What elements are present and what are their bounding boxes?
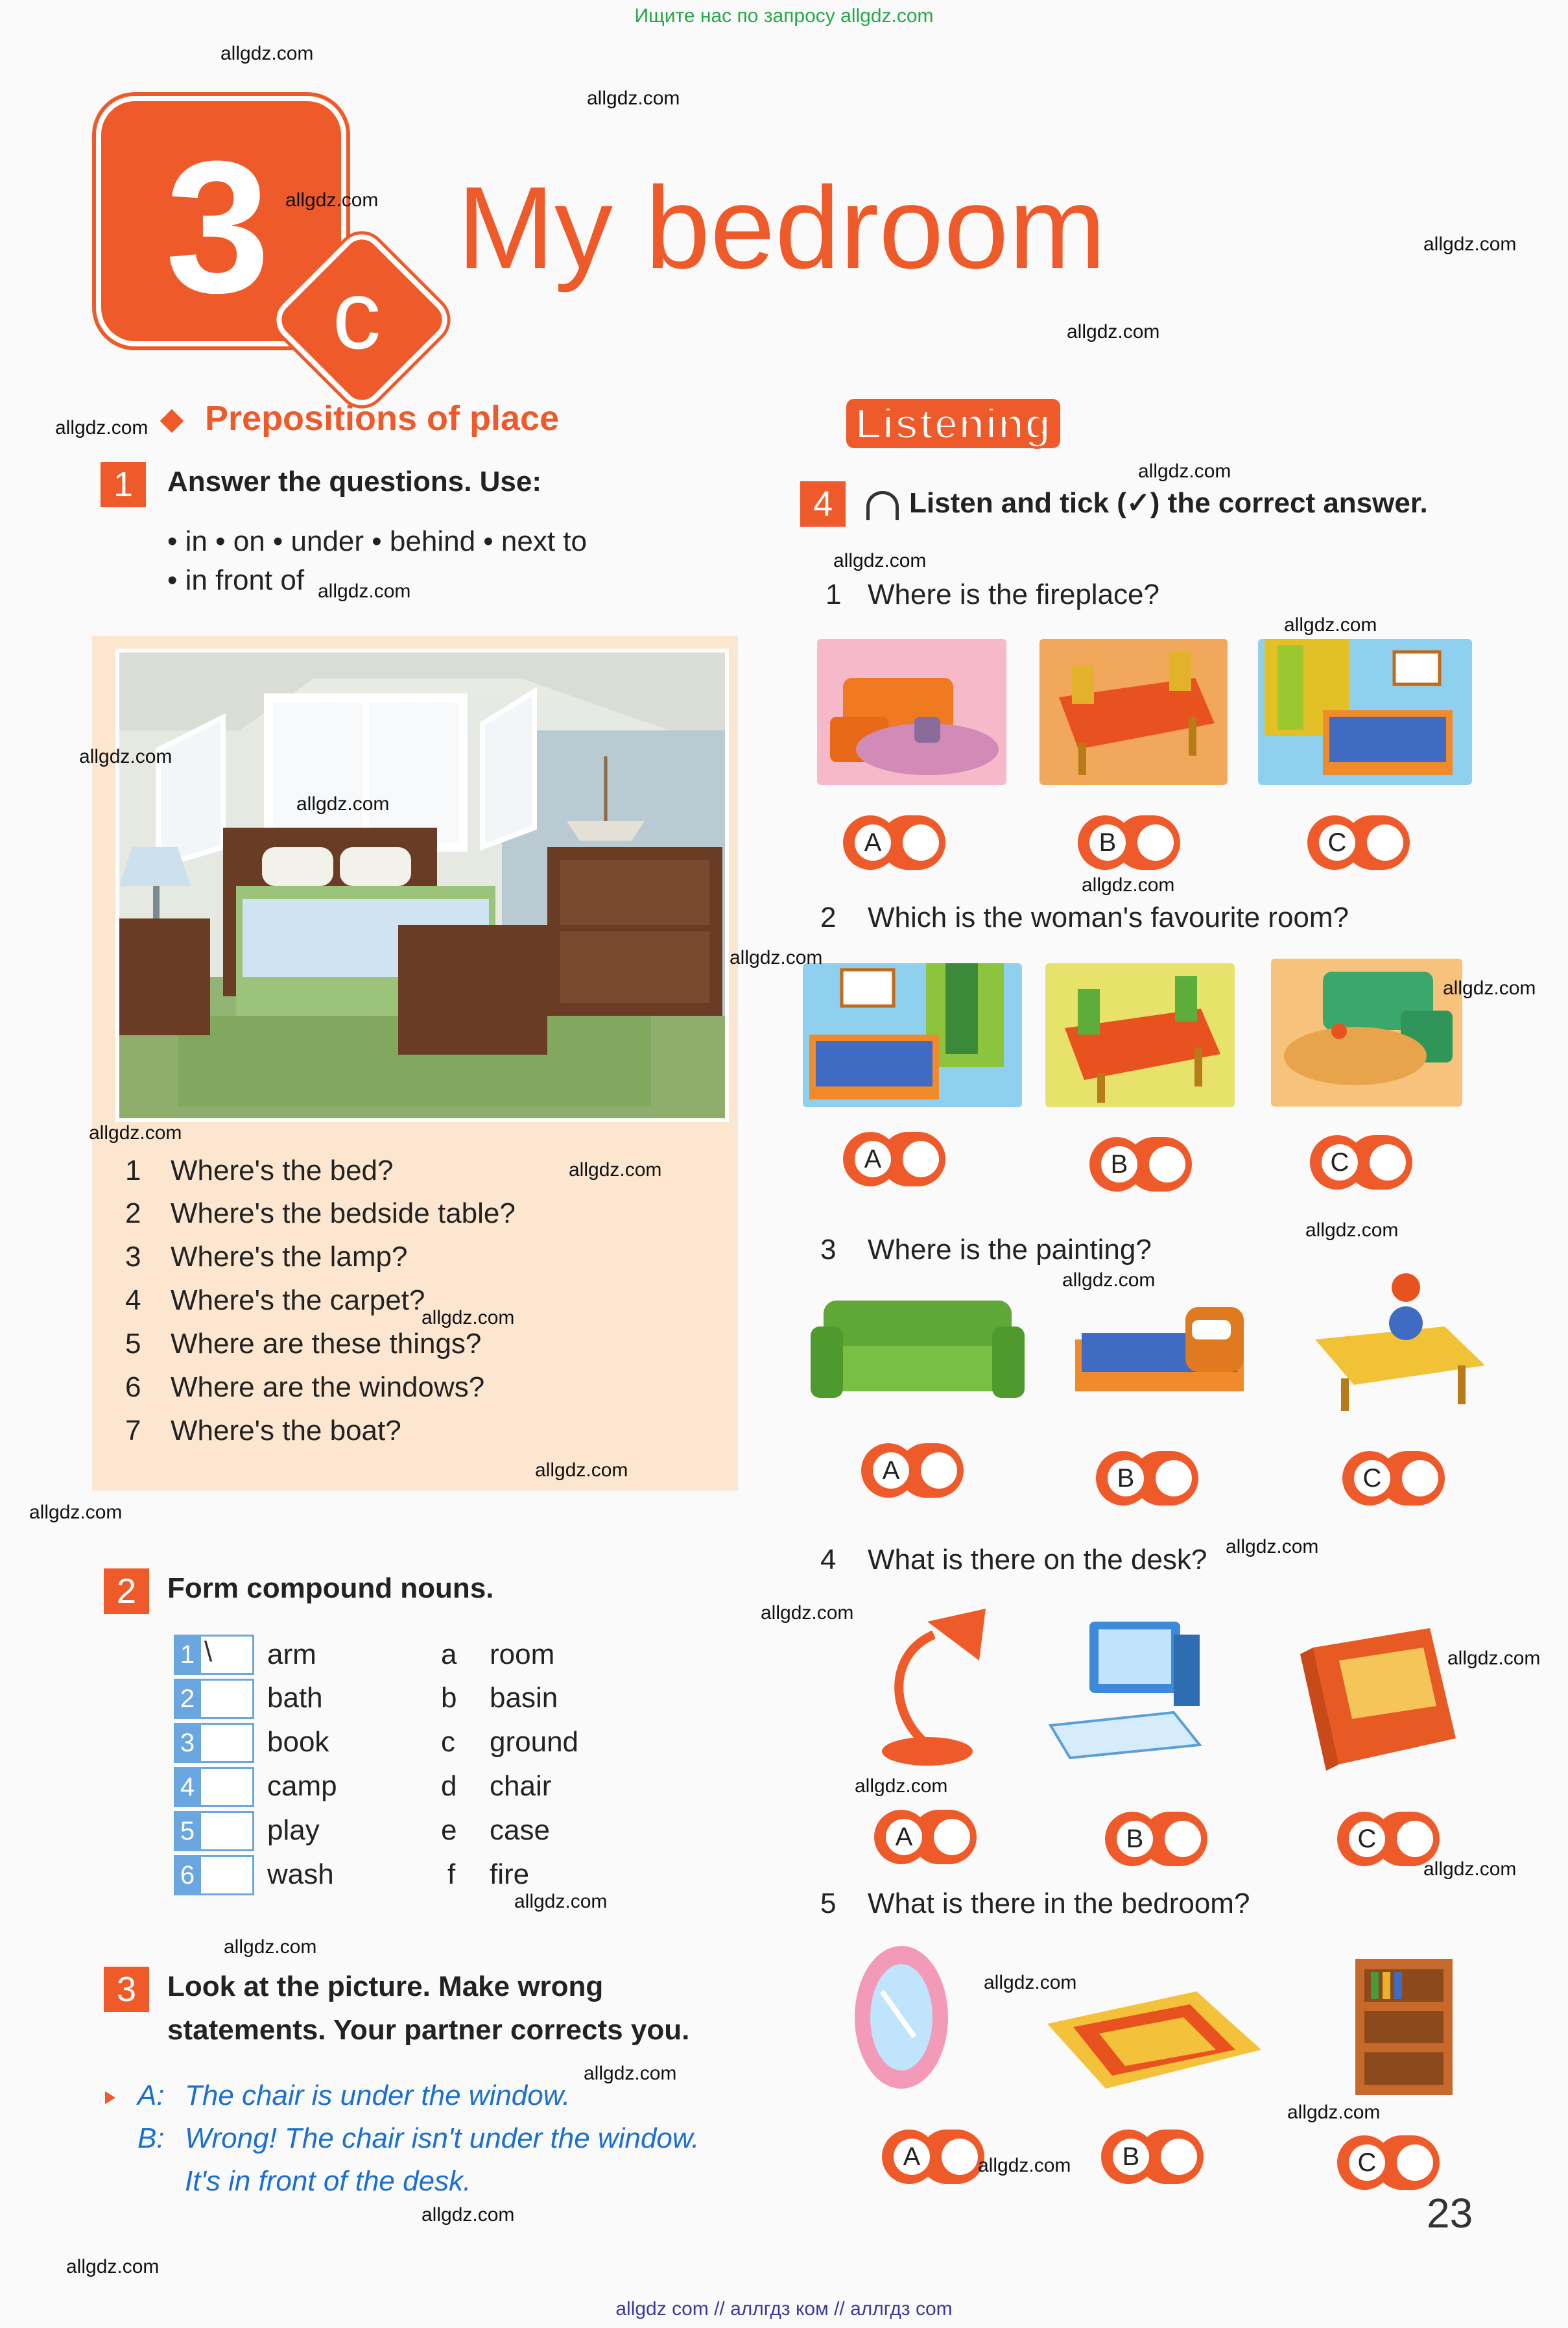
q2-option-c[interactable]: C bbox=[1310, 1135, 1414, 1190]
q5-option-c[interactable]: C bbox=[1337, 2135, 1441, 2190]
watermark: allgdz.com bbox=[833, 550, 927, 571]
exercise-number-3: 3 bbox=[104, 1967, 149, 2012]
ex1-q3-text: Where's the lamp? bbox=[171, 1241, 408, 1273]
watermark: allgdz.com bbox=[1447, 1648, 1541, 1669]
watermark: allgdz.com bbox=[422, 2204, 515, 2226]
compound-left-1: arm bbox=[267, 1638, 316, 1670]
ex4-q2-number: 2 bbox=[820, 902, 837, 933]
ex1-q4-number: 4 bbox=[125, 1284, 141, 1316]
watermark: allgdz.com bbox=[220, 43, 314, 64]
q1-option-a-image bbox=[817, 639, 1006, 785]
compound-right-letter-e: e bbox=[441, 1814, 457, 1846]
watermark: allgdz.com bbox=[1067, 321, 1160, 342]
q5-option-a[interactable]: A bbox=[882, 2130, 986, 2184]
bottom-banner[interactable]: allgdz com // аллгдз ком // аллгдз com bbox=[615, 2298, 953, 2320]
watermark: allgdz.com bbox=[584, 2063, 677, 2084]
section-title-listening: Listening bbox=[846, 399, 1060, 448]
q3-option-b-image bbox=[1056, 1288, 1263, 1417]
watermark: allgdz.com bbox=[1305, 1219, 1399, 1241]
ex4-q5-text: What is there in the bedroom? bbox=[868, 1888, 1250, 1919]
exercise-number-4: 4 bbox=[800, 481, 846, 527]
compound-right-a: room bbox=[490, 1638, 555, 1670]
watermark: allgdz.com bbox=[55, 417, 148, 438]
q2-option-b-image bbox=[1045, 963, 1235, 1107]
watermark: allgdz.com bbox=[730, 947, 823, 968]
unit-letter: c bbox=[332, 260, 381, 369]
bedroom-photo bbox=[115, 649, 729, 1122]
compound-right-letter-a: a bbox=[441, 1638, 457, 1670]
compound-right-f: fire bbox=[490, 1858, 530, 1890]
exercise-2-instruction: Form compound nouns. bbox=[167, 1572, 494, 1604]
exercise-number-1: 1 bbox=[101, 462, 146, 507]
q4-option-b-image bbox=[1044, 1615, 1206, 1771]
answer-box-1-tick: \ bbox=[204, 1636, 213, 1668]
watermark: allgdz.com bbox=[855, 1775, 948, 1797]
ex1-q6-number: 6 bbox=[125, 1371, 141, 1403]
compound-right-c: ground bbox=[490, 1726, 579, 1758]
watermark: allgdz.com bbox=[1287, 2102, 1381, 2123]
watermark: allgdz.com bbox=[1443, 978, 1536, 999]
bedroom-illustration bbox=[119, 653, 725, 1118]
ex1-q1-text: Where's the bed? bbox=[171, 1155, 394, 1186]
ex1-q7-text: Where's the boat? bbox=[171, 1415, 401, 1446]
page-number: 23 bbox=[1427, 2190, 1473, 2237]
ex1-q4-text: Where's the carpet? bbox=[171, 1284, 425, 1316]
watermark: allgdz.com bbox=[1082, 874, 1175, 896]
unit-number: 3 bbox=[165, 122, 270, 332]
watermark: allgdz.com bbox=[587, 88, 680, 109]
q3-option-c-image bbox=[1315, 1268, 1485, 1417]
watermark: allgdz.com bbox=[978, 2155, 1071, 2176]
ex1-q1-number: 1 bbox=[125, 1155, 141, 1186]
dialogue-b-text1: Wrong! The chair isn't under the window. bbox=[185, 2122, 700, 2154]
answer-box-4-number: 4 bbox=[174, 1769, 201, 1805]
q2-option-c-image bbox=[1271, 959, 1462, 1107]
q4-option-a-image bbox=[862, 1596, 992, 1771]
exercise-1-instruction: Answer the questions. Use: bbox=[167, 466, 542, 498]
watermark: allgdz.com bbox=[318, 581, 411, 602]
watermark: allgdz.com bbox=[285, 189, 379, 211]
watermark: allgdz.com bbox=[1062, 1269, 1156, 1291]
ex4-q4-text: What is there on the desk? bbox=[868, 1544, 1207, 1576]
exercise-1-words-line2: • in front of bbox=[167, 564, 305, 596]
answer-box-5-number: 5 bbox=[174, 1813, 201, 1849]
compound-left-5: play bbox=[267, 1814, 320, 1846]
ex4-q2-text: Which is the woman's favourite room? bbox=[868, 902, 1349, 933]
exercise-4-instruction: Listen and tick (✓) the correct answer. bbox=[909, 487, 1428, 519]
q4-option-c-image bbox=[1300, 1628, 1462, 1774]
compound-right-letter-c: c bbox=[441, 1726, 455, 1758]
q1-option-b[interactable]: B bbox=[1078, 815, 1182, 870]
answer-box-6-number: 6 bbox=[174, 1857, 201, 1893]
q1-option-b-image bbox=[1039, 639, 1228, 785]
exercise-3-instruction-line2: statements. Your partner corrects you. bbox=[167, 2014, 690, 2046]
q3-option-a[interactable]: A bbox=[861, 1443, 965, 1498]
ex1-q6-text: Where are the windows? bbox=[171, 1371, 485, 1403]
section-title-prepositions: Prepositions of place bbox=[205, 399, 560, 438]
ex1-q2-number: 2 bbox=[125, 1197, 141, 1229]
watermark: allgdz.com bbox=[29, 1502, 123, 1523]
compound-right-e: case bbox=[490, 1814, 550, 1846]
q3-option-a-image bbox=[811, 1288, 1025, 1417]
watermark: allgdz.com bbox=[1423, 234, 1517, 255]
watermark: allgdz.com bbox=[1226, 1536, 1319, 1557]
q4-option-b[interactable]: B bbox=[1105, 1812, 1209, 1866]
ex1-q3-number: 3 bbox=[125, 1241, 141, 1273]
answer-box-3-number: 3 bbox=[174, 1725, 201, 1761]
watermark: allgdz.com bbox=[79, 746, 172, 767]
watermark: allgdz.com bbox=[535, 1459, 628, 1481]
ex4-q3-text: Where is the painting? bbox=[868, 1234, 1152, 1266]
watermark: allgdz.com bbox=[1423, 1858, 1517, 1880]
dialogue-a-text: The chair is under the window. bbox=[185, 2080, 571, 2111]
dialogue-b-label: B: bbox=[137, 2122, 165, 2154]
q2-option-b[interactable]: B bbox=[1089, 1137, 1193, 1192]
q2-option-a-image bbox=[803, 963, 1022, 1107]
watermark: allgdz.com bbox=[89, 1122, 182, 1144]
q3-option-b[interactable]: B bbox=[1096, 1451, 1200, 1506]
headphones-icon bbox=[866, 491, 899, 520]
ex1-q5-text: Where are these things? bbox=[171, 1328, 482, 1360]
diamond-icon bbox=[160, 409, 184, 433]
watermark: allgdz.com bbox=[514, 1891, 608, 1912]
exercise-number-2: 2 bbox=[104, 1568, 149, 1614]
compound-left-2: bath bbox=[267, 1682, 323, 1714]
top-banner[interactable]: Ищите нас по запросу allgdz.com bbox=[634, 5, 934, 27]
compound-right-b: basin bbox=[490, 1682, 558, 1714]
watermark: allgdz.com bbox=[224, 1936, 317, 1958]
q4-option-a[interactable]: A bbox=[874, 1810, 978, 1864]
watermark: allgdz.com bbox=[569, 1159, 662, 1181]
dialogue-a-label: A: bbox=[137, 2080, 165, 2111]
play-arrow-icon bbox=[105, 2091, 115, 2104]
watermark: allgdz.com bbox=[1138, 461, 1231, 482]
compound-right-letter-d: d bbox=[441, 1770, 457, 1802]
watermark: allgdz.com bbox=[761, 1602, 854, 1624]
compound-right-letter-b: b bbox=[441, 1682, 457, 1714]
dialogue-b-text2: It's in front of the desk. bbox=[185, 2165, 471, 2197]
exercise-3-instruction-line1: Look at the picture. Make wrong bbox=[167, 1971, 604, 2002]
compound-right-letter-f: f bbox=[447, 1858, 456, 1890]
ex1-q2-text: Where's the bedside table? bbox=[171, 1197, 516, 1229]
q1-option-a[interactable]: A bbox=[843, 815, 947, 870]
ex4-q1-text: Where is the fireplace? bbox=[868, 579, 1159, 610]
q1-option-c[interactable]: C bbox=[1307, 815, 1411, 870]
compound-left-3: book bbox=[267, 1726, 329, 1758]
watermark: allgdz.com bbox=[984, 1972, 1077, 1993]
compound-left-6: wash bbox=[267, 1858, 334, 1890]
ex4-q1-number: 1 bbox=[826, 579, 842, 610]
q5-option-b[interactable]: B bbox=[1101, 2130, 1205, 2184]
ex1-q7-number: 7 bbox=[125, 1415, 141, 1446]
ex4-q3-number: 3 bbox=[820, 1234, 837, 1266]
ex4-q5-number: 5 bbox=[820, 1888, 837, 1919]
watermark: allgdz.com bbox=[66, 2256, 160, 2277]
q5-option-a-image bbox=[837, 1939, 966, 2102]
ex4-q4-number: 4 bbox=[820, 1544, 837, 1576]
answer-box-1-number: 1 bbox=[174, 1637, 201, 1673]
exercise-1-words-line1: • in • on • under • behind • next to bbox=[167, 525, 587, 557]
q1-option-c-image bbox=[1258, 639, 1472, 785]
compound-left-4: camp bbox=[267, 1770, 337, 1802]
q5-option-c-image bbox=[1342, 1952, 1459, 2098]
q2-option-a[interactable]: A bbox=[843, 1132, 947, 1186]
compound-right-d: chair bbox=[490, 1770, 552, 1802]
watermark: allgdz.com bbox=[296, 793, 390, 815]
watermark: allgdz.com bbox=[422, 1307, 515, 1328]
watermark: allgdz.com bbox=[1284, 614, 1377, 636]
q3-option-c[interactable]: C bbox=[1342, 1451, 1446, 1506]
page-title: My bedroom bbox=[457, 163, 1106, 293]
q4-option-c[interactable]: C bbox=[1337, 1812, 1441, 1866]
ex1-q5-number: 5 bbox=[125, 1328, 141, 1360]
answer-box-2-number: 2 bbox=[174, 1681, 201, 1717]
q5-option-b-image bbox=[1028, 1978, 1274, 2102]
